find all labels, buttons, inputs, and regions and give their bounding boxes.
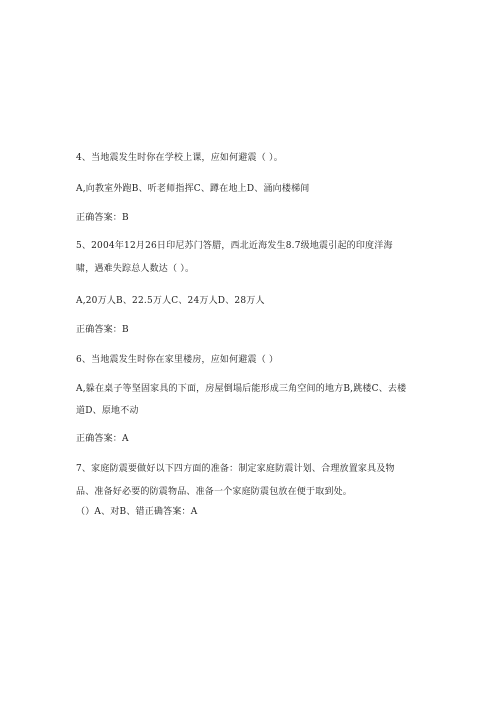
question-6-answer: 正确答案：A — [76, 434, 129, 444]
question-4-stem: 4、当地震发生时你在学校上课，应如何避震（ ）。 — [76, 153, 283, 163]
question-6-options-line-1: A,躲在桌子等坚固家具的下面，房屋倒塌后能形成三角空间的地方B,跳楼C、去楼 — [76, 384, 407, 394]
question-5-stem-line-2: 啸，遇难失踪总人数达（ ）。 — [76, 264, 195, 274]
question-4-options: A,向教室外跑B、听老师指挥C、蹲在地上D、涌向楼梯间 — [76, 184, 310, 194]
question-6-stem: 6、当地震发生时你在家里楼房，应如何避震（ ） — [76, 355, 279, 365]
question-7-options-and-answer: （）A、对B、错正确答案：A — [76, 507, 198, 517]
question-5-answer: 正确答案：B — [76, 325, 129, 335]
question-5-stem-line-1: 5、2004年12月26日印尼苏门答腊，西北近海发生8.7级地震引起的印度洋海 — [76, 241, 393, 251]
question-7-stem-line-2: 品、准备好必要的防震物品、准备一个家庭防震包放在便于取到处。 — [76, 487, 353, 497]
question-7-stem-line-1: 7、家庭防震要做好以下四方面的准备：制定家庭防震计划、合理放置家具及物 — [76, 464, 395, 474]
question-5-options: A,20万人B、22.5万人C、24万人D、28万人 — [76, 296, 265, 306]
question-4-answer: 正确答案：B — [76, 213, 129, 223]
question-6-options-line-2: 道D、原地不动 — [76, 406, 139, 416]
